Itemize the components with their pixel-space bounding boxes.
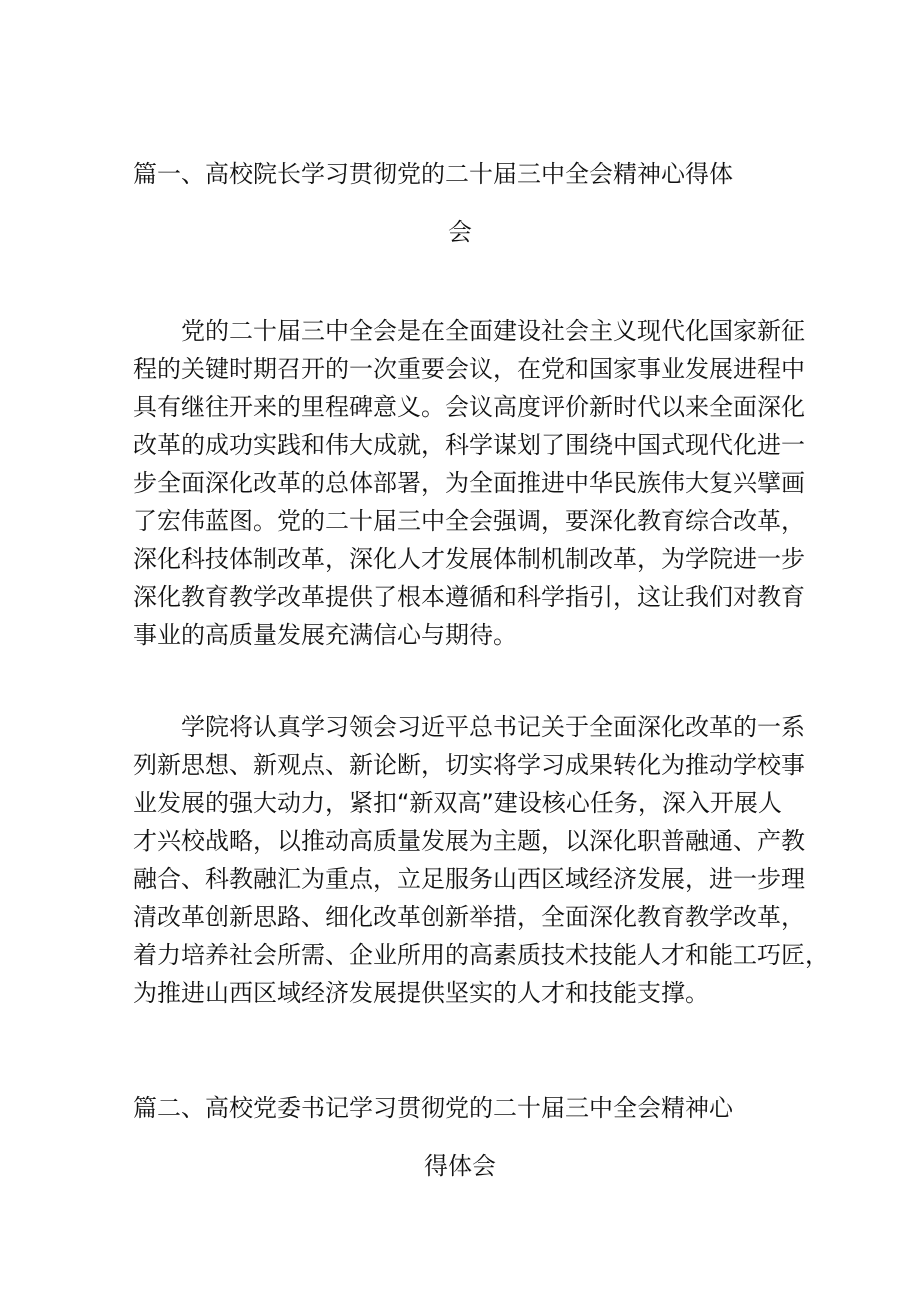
- section2-title-line2: 得体会: [424, 1152, 496, 1180]
- paragraph-line: 深化教育教学改革提供了根本遵循和科学指引，这让我们对教育: [133, 583, 805, 611]
- paragraph-line: 深化科技体制改革，深化人才发展体制机制改革，为学院进一步: [133, 545, 805, 573]
- paragraph-line: 具有继往开来的里程碑意义。会议高度评价新时代以来全面深化: [133, 393, 805, 421]
- section1-paragraph-1: [133, 312, 805, 654]
- paragraph-line: 学院将认真学习领会习近平总书记关于全面深化改革的一系: [133, 713, 805, 741]
- paragraph-line: 才兴校战略，以推动高质量发展为主题，以深化职普融通、产教: [133, 827, 805, 855]
- paragraph-line: 业发展的强大动力，紧扣“新双高”建设核心任务，深入开展人: [133, 789, 782, 817]
- paragraph-line: 改革的成功实践和伟大成就，科学谋划了围绕中国式现代化进一: [133, 431, 805, 459]
- paragraph-line: 为推进山西区域经济发展提供坚实的人才和技能支撑。: [133, 979, 709, 1007]
- paragraph-line: 着力培养社会所需、企业所用的高素质技术技能人才和能工巧匠，: [133, 941, 829, 969]
- section2-title-line1: 篇二、高校党委书记学习贯彻党的二十届三中全会精神心: [133, 1094, 733, 1122]
- paragraph-line: 融合、科教融汇为重点，立足服务山西区域经济发展，进一步理: [133, 865, 805, 893]
- paragraph-line: 事业的高质量发展充满信心与期待。: [133, 621, 517, 649]
- paragraph-line: 程的关键时期召开的一次重要会议，在党和国家事业发展进程中: [133, 355, 805, 383]
- section1-title-line2: 会: [448, 218, 472, 246]
- paragraph-line: 清改革创新思路、细化改革创新举措，全面深化教育教学改革，: [133, 903, 805, 931]
- paragraph-line: 列新思想、新观点、新论断，切实将学习成果转化为推动学校事: [133, 751, 805, 779]
- paragraph-line: 了宏伟蓝图。党的二十届三中全会强调，要深化教育综合改革，: [133, 507, 805, 535]
- paragraph-line: 步全面深化改革的总体部署，为全面推进中华民族伟大复兴擘画: [133, 469, 805, 497]
- section1-title-line1: 篇一、高校院长学习贯彻党的二十届三中全会精神心得体: [133, 160, 733, 188]
- paragraph-line: 党的二十届三中全会是在全面建设社会主义现代化国家新征: [133, 317, 805, 345]
- section1-paragraph-2: [133, 708, 829, 1012]
